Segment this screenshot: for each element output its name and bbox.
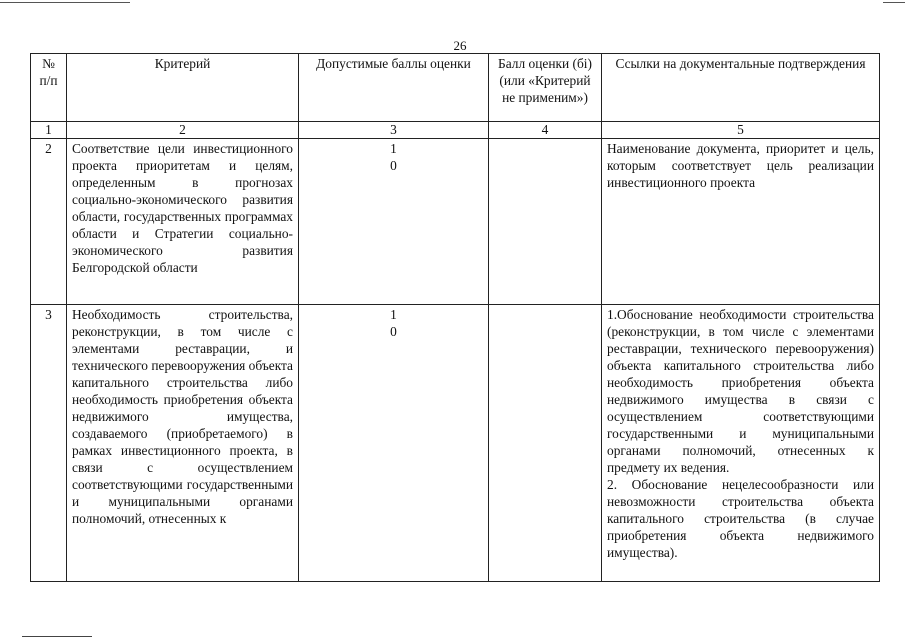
score-option: 0 bbox=[390, 324, 397, 339]
criteria-table bbox=[30, 53, 880, 582]
column-number-row bbox=[31, 122, 880, 139]
column-number: 3 bbox=[299, 122, 489, 139]
criterion-cell bbox=[67, 305, 299, 582]
criterion-cell bbox=[67, 139, 299, 305]
scan-edge-line bbox=[0, 2, 130, 3]
reference-cell bbox=[602, 305, 880, 582]
allowed-scores-cell bbox=[299, 305, 489, 582]
score-value-cell bbox=[489, 139, 602, 305]
column-number: 2 bbox=[67, 122, 299, 139]
reference-text: Наименование документа, приоритет и цель, которым соответствует цель реализации инвестиционного проекта bbox=[607, 141, 874, 190]
page-number: 26 bbox=[453, 38, 467, 53]
column-number: 1 bbox=[31, 122, 67, 139]
header-allowed-scores: Допустимые баллы оценки bbox=[299, 54, 489, 122]
column-number: 5 bbox=[602, 122, 880, 139]
header-number: № п/п bbox=[31, 54, 67, 122]
header-score: Балл оценки (бi) (или «Критерий не применим») bbox=[489, 54, 602, 122]
header-references: Ссылки на документальные подтверждения bbox=[602, 54, 880, 122]
criterion-text: Необходимость строительства, реконструкции, в том числе с элементами реставрации, и технического перевооружения объекта капитального строительства либо необходимость приобретения объекта недвижимого имущества, создаваемого (приобретаемого) в рамках инвестиционного проекта, в связи с осуществлением соответствующими государственными и муниципальными органами полномочий, отнесенных к bbox=[72, 307, 293, 526]
reference-text: 1.Обоснование необходимости строительства (реконструкции, в том числе с элементами реставрации, технического перевооружения) объекта капитального строительства либо необходимость приобретения объекта недвижимого имущества в связи с осуществлением соответствующими государственными и муниципальными органами полномочий, отнесенных к предмету их ведения. bbox=[607, 307, 874, 475]
score-option: 0 bbox=[390, 158, 397, 173]
scan-edge-line bbox=[883, 2, 905, 3]
criterion-text: Соответствие цели инвестиционного проекта приоритетам и целям, определенным в прогнозах социально-экономического развития области, государственных программах области и Стратегии социально-экономического развития Белгородской области bbox=[72, 141, 293, 275]
score-option: 1 bbox=[390, 307, 397, 322]
table-row bbox=[31, 139, 880, 305]
column-number: 4 bbox=[489, 122, 602, 139]
table-row bbox=[31, 305, 880, 582]
score-option: 1 bbox=[390, 141, 397, 156]
scan-edge-line bbox=[22, 636, 92, 637]
table-header-row bbox=[31, 54, 880, 122]
allowed-scores-cell bbox=[299, 139, 489, 305]
row-number: 2 bbox=[31, 139, 67, 305]
score-value-cell bbox=[489, 305, 602, 582]
header-criterion: Критерий bbox=[67, 54, 299, 122]
reference-text: 2. Обоснование нецелесообразности или невозможности строительства объекта капитального строительства (в случае приобретения объекта недвижимого имущества). bbox=[607, 477, 874, 560]
row-number: 3 bbox=[31, 305, 67, 582]
reference-cell bbox=[602, 139, 880, 305]
